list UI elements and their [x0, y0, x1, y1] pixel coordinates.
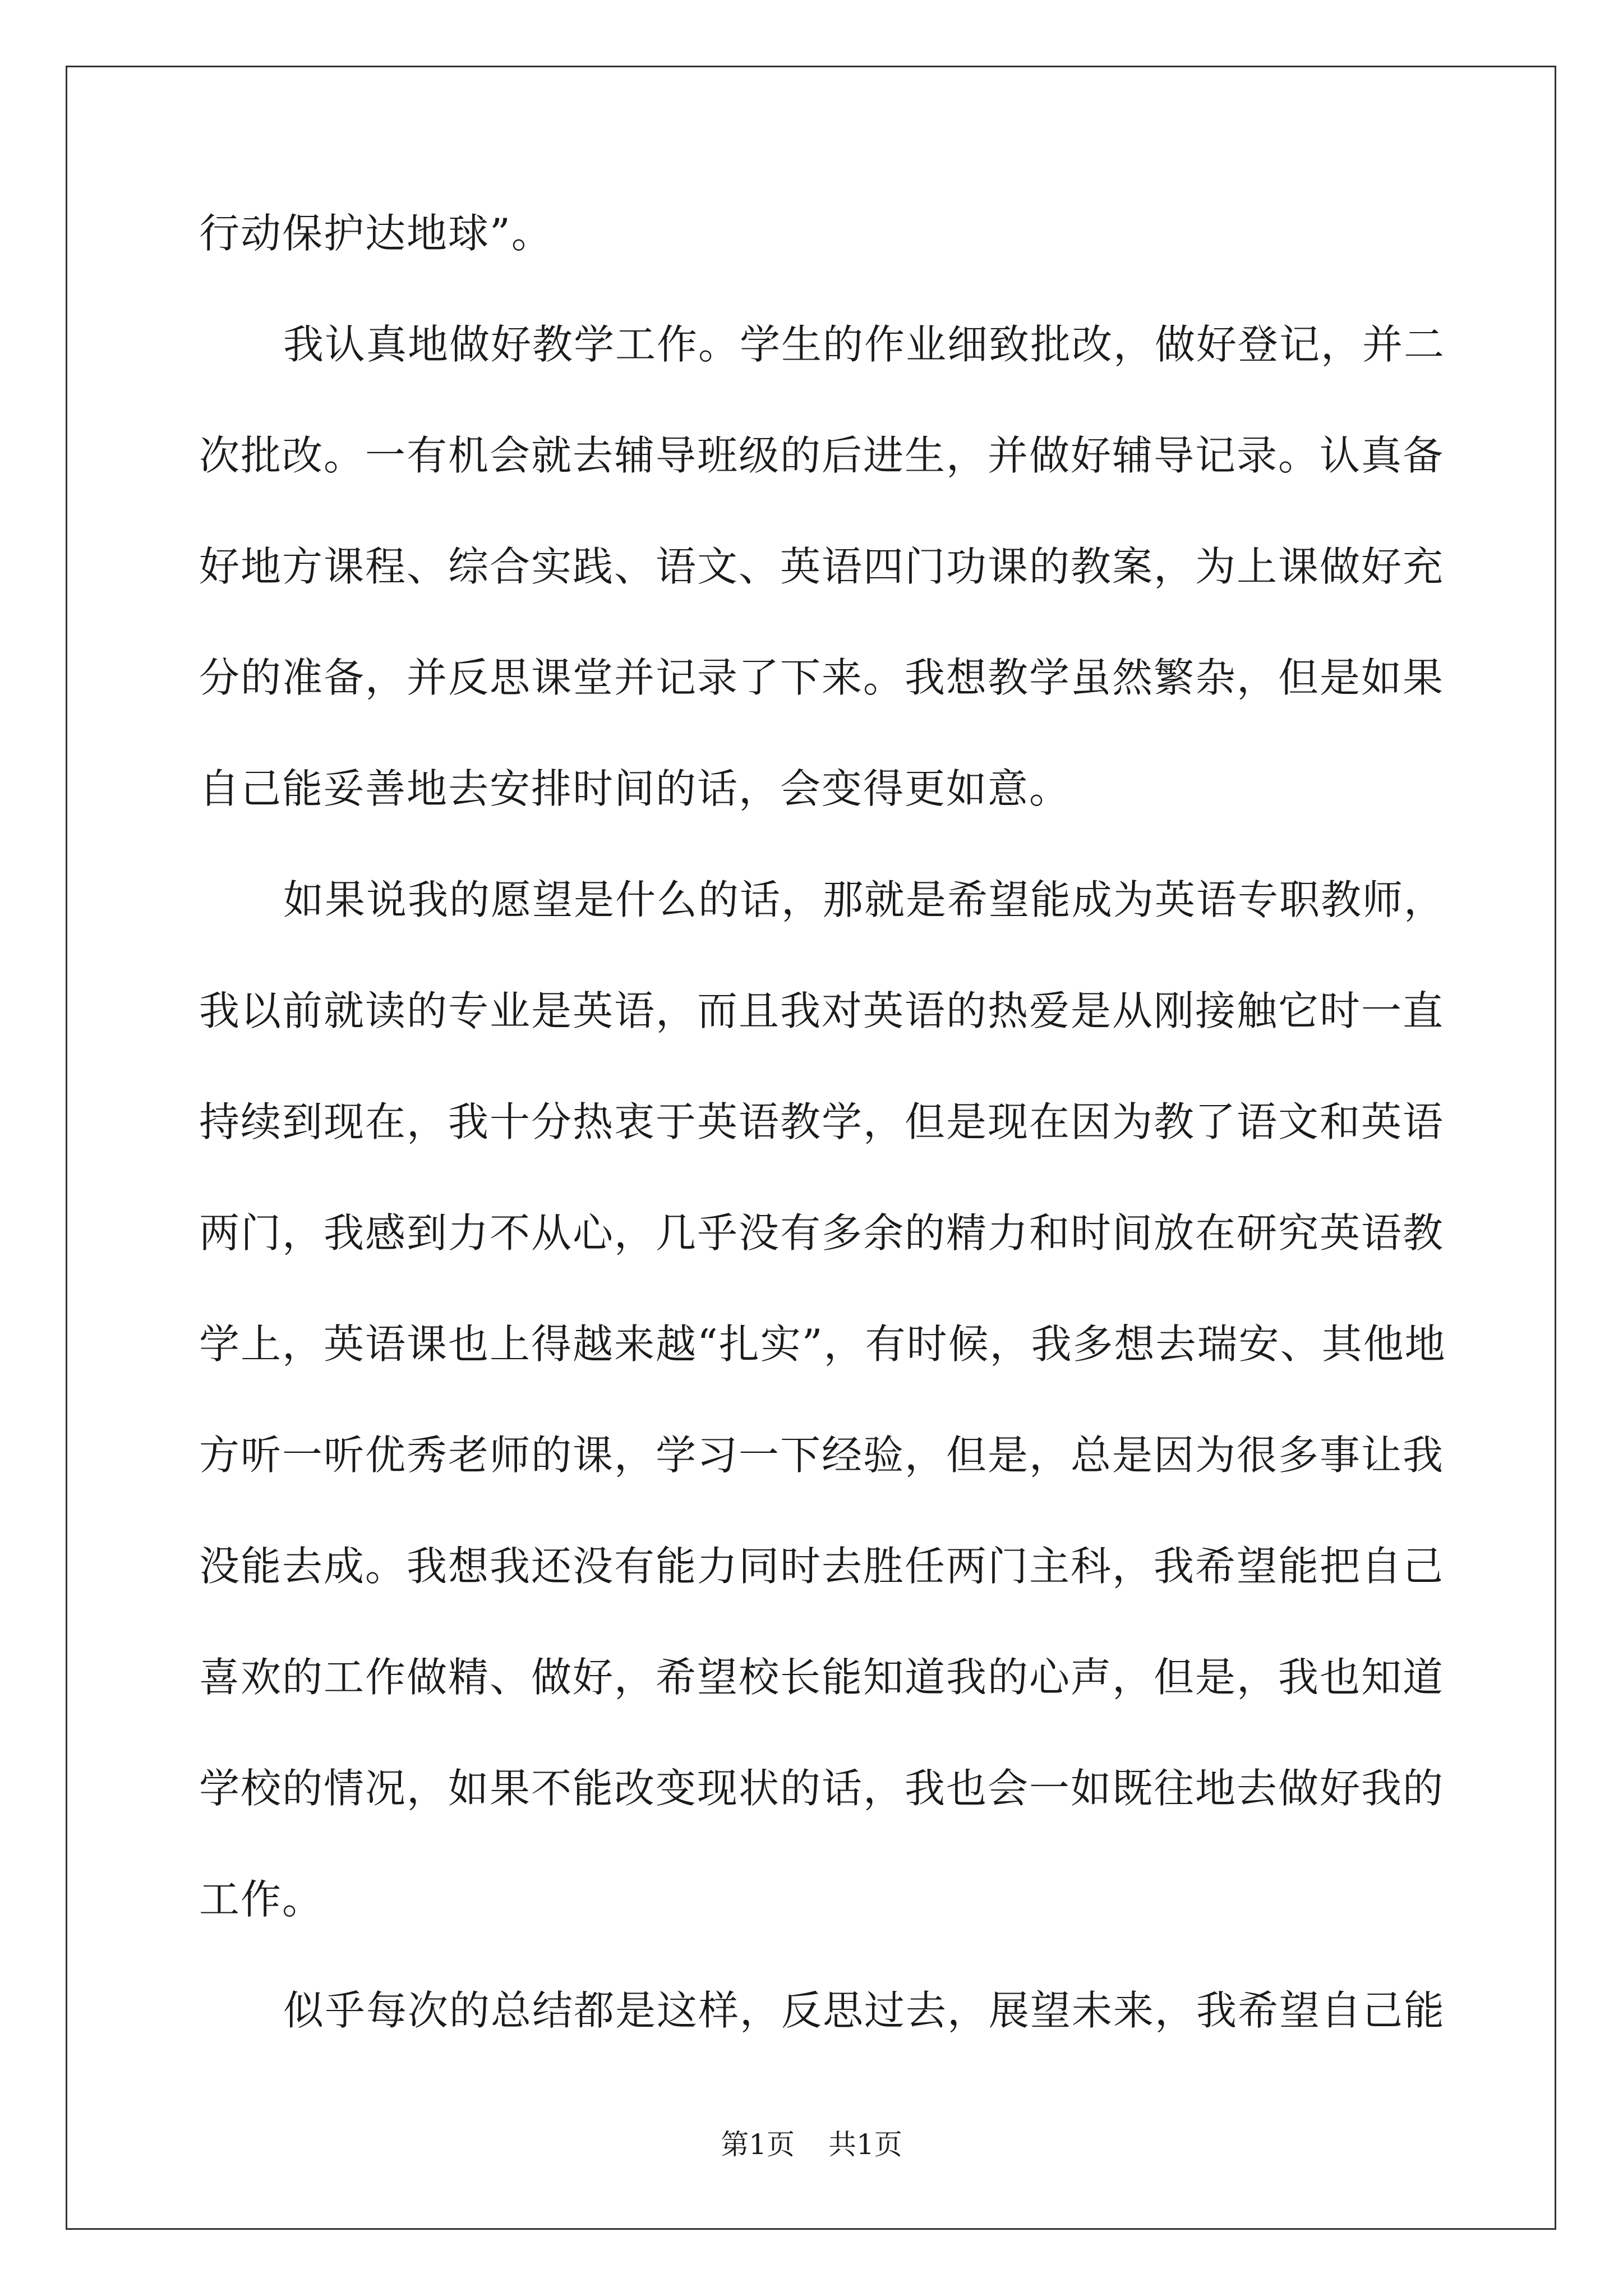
text-line: 自己能妥善地去安排时间的话，会变得更如意。 — [199, 765, 1071, 812]
paragraph-start-line: 如果说我的愿望是什么的话，那就是希望能成为英语专职教师， — [283, 876, 1446, 923]
text-line: 我以前就读的专业是英语，而且我对英语的热爱是从刚接触它时一直 — [199, 987, 1445, 1034]
page-number-total: 共1页 — [828, 2128, 902, 2161]
page-footer — [0, 2129, 1623, 2160]
text-line: 没能去成。我想我还没有能力同时去胜任两门主科，我希望能把自己 — [199, 1543, 1445, 1590]
text-line: 次批改。一有机会就去辅导班级的后进生，并做好辅导记录。认真备 — [199, 432, 1445, 479]
text-line: 行动保护达地球”。 — [199, 210, 553, 257]
text-line: 工作。 — [199, 1876, 324, 1923]
text-line: 好地方课程、综合实践、语文、英语四门功课的教案，为上课做好充 — [199, 543, 1445, 590]
text-line: 持续到现在，我十分热衷于英语教学，但是现在因为教了语文和英语 — [199, 1098, 1445, 1145]
text-line: 两门，我感到力不从心，几乎没有多余的精力和时间放在研究英语教 — [199, 1209, 1445, 1257]
text-line: 学上，英语课也上得越来越“扎实”，有时候，我多想去瑞安、其他地 — [199, 1320, 1446, 1368]
text-line: 方听一听优秀老师的课，学习一下经验，但是，总是因为很多事让我 — [199, 1432, 1445, 1479]
page-number-current: 第1页 — [721, 2128, 795, 2161]
text-line: 分的准备，并反思课堂并记录了下来。我想教学虽然繁杂，但是如果 — [199, 654, 1445, 701]
document-body — [199, 210, 1446, 2101]
text-line: 学校的情况，如果不能改变现状的话，我也会一如既往地去做好我的 — [199, 1765, 1445, 1812]
paragraph-start-line: 我认真地做好教学工作。学生的作业细致批改，做好登记，并二 — [283, 321, 1446, 368]
text-line: 喜欢的工作做精、做好，希望校长能知道我的心声，但是，我也知道 — [199, 1654, 1445, 1701]
paragraph-start-line: 似乎每次的总结都是这样，反思过去，展望未来，我希望自己能 — [283, 1987, 1446, 2034]
